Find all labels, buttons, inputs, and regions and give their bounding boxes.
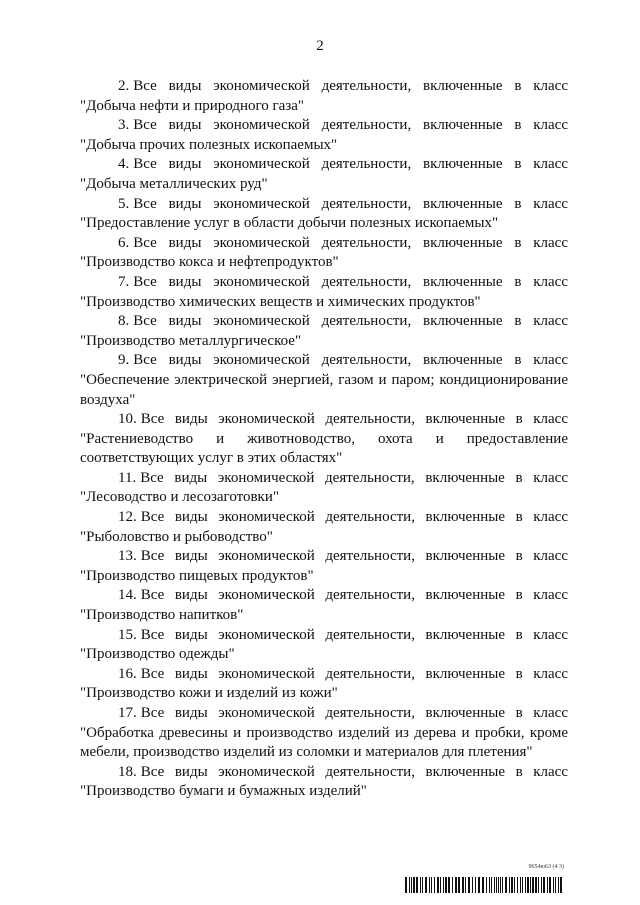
item-lead-text: Все виды экономической деятельности, включенные в класс — [133, 156, 568, 173]
item-lead-text: Все виды экономической деятельности, включенные в класс — [140, 587, 568, 604]
item-class-name: "Добыча металлических руд" — [80, 175, 268, 192]
item-first-line — [80, 665, 568, 685]
item-first-line — [80, 704, 568, 724]
list-item — [80, 116, 568, 155]
item-lead-text: Все виды экономической деятельности, включенные в класс — [140, 469, 568, 486]
item-number: 8. — [118, 313, 130, 330]
item-class-name: "Обеспечение электрической энергией, газом и паром; кондиционирование — [80, 371, 568, 388]
item-class-name: "Добыча прочих полезных ископаемых" — [80, 136, 338, 153]
item-lead-text: Все виды экономической деятельности, включенные в класс — [133, 117, 568, 134]
item-first-line — [80, 626, 568, 646]
list-item — [80, 234, 568, 273]
item-number: 5. — [118, 195, 130, 212]
item-lead-text: Все виды экономической деятельности, включенные в класс — [133, 195, 568, 212]
list-item — [80, 704, 568, 763]
item-first-line — [80, 155, 568, 175]
item-number: 18. — [118, 763, 137, 780]
item-class-name: "Производство пищевых продуктов" — [80, 567, 314, 584]
list-item — [80, 665, 568, 704]
item-class-name: "Производство одежды" — [80, 646, 235, 663]
item-class-name: соответствующих услуг в этих областях" — [80, 450, 343, 467]
item-number: 6. — [118, 234, 130, 251]
item-class-name: "Лесоводство и лесозаготовки" — [80, 489, 279, 506]
item-class-name: воздуха" — [80, 391, 136, 408]
item-lead-text: Все виды экономической деятельности, включенные в класс — [140, 626, 568, 643]
item-class-name: "Производство химических веществ и химических продуктов" — [80, 293, 481, 310]
item-number: 16. — [118, 665, 137, 682]
item-list — [80, 77, 568, 802]
list-item — [80, 273, 568, 312]
barcode-bars — [405, 877, 562, 893]
item-class-name: "Предоставление услуг в области добычи полезных ископаемых" — [80, 215, 499, 232]
item-class-name: "Производство металлургическое" — [80, 332, 302, 349]
item-first-line — [80, 77, 568, 97]
list-item — [80, 155, 568, 194]
item-lead-text: Все виды экономической деятельности, включенные в класс — [133, 234, 568, 251]
item-lead-text: Все виды экономической деятельности, включенные в класс — [133, 313, 568, 330]
item-lead-text: Все виды экономической деятельности, включенные в класс — [140, 548, 568, 565]
item-first-line — [80, 273, 568, 293]
item-number: 4. — [118, 156, 130, 173]
list-item — [80, 77, 568, 116]
item-class-name: "Производство напитков" — [80, 607, 244, 624]
item-class-name: "Обработка древесины и производство изделий из дерева и пробки, кроме — [80, 724, 568, 741]
item-number: 3. — [118, 117, 130, 134]
item-first-line — [80, 312, 568, 332]
list-item — [80, 195, 568, 234]
list-item — [80, 312, 568, 351]
item-number: 17. — [118, 705, 137, 721]
item-class-name: "Производство кожи и изделий из кожи" — [80, 685, 338, 702]
item-class-name: "Производство кокса и нефтепродуктов" — [80, 254, 339, 271]
item-number: 7. — [118, 273, 130, 290]
item-lead-text: Все виды экономической деятельности, включенные в класс — [133, 273, 568, 290]
item-number: 9. — [118, 352, 130, 369]
item-first-line — [80, 234, 568, 254]
item-class-name: "Рыболовство и рыбоводство" — [80, 528, 273, 545]
list-item — [80, 410, 568, 469]
item-first-line — [80, 508, 568, 528]
item-lead-text: Все виды экономической деятельности, включенные в класс — [133, 352, 568, 369]
item-first-line — [80, 116, 568, 136]
item-number: 2. — [118, 78, 130, 94]
item-lead-text: Все виды экономической деятельности, включенные в класс — [140, 509, 568, 526]
item-first-line — [80, 410, 568, 430]
item-number: 10. — [118, 411, 137, 428]
list-item — [80, 547, 568, 586]
list-item — [80, 763, 568, 802]
item-number: 13. — [118, 548, 137, 565]
list-item — [80, 351, 568, 410]
list-item — [80, 469, 568, 508]
item-first-line — [80, 586, 568, 606]
item-lead-text: Все виды экономической деятельности, включенные в класс — [140, 665, 568, 682]
list-item — [80, 586, 568, 625]
item-first-line — [80, 351, 568, 371]
item-number: 11. — [118, 469, 137, 486]
item-first-line — [80, 195, 568, 215]
item-first-line — [80, 763, 568, 783]
item-class-name: "Растениеводство и животноводство, охота и предоставление — [80, 430, 568, 447]
item-number: 12. — [118, 509, 137, 526]
item-number: 14. — [118, 587, 137, 604]
barcode-icon — [405, 877, 565, 893]
item-class-name: мебели, производство изделий из соломки и материалов для плетения" — [80, 744, 533, 761]
item-first-line — [80, 547, 568, 567]
item-lead-text: Все виды экономической деятельности, включенные в класс — [140, 411, 568, 428]
item-lead-text: Все виды экономической деятельности, включенные в класс — [140, 763, 568, 780]
page-number: 2 — [316, 38, 324, 54]
list-item — [80, 508, 568, 547]
list-item — [80, 626, 568, 665]
item-lead-text: Все виды экономической деятельности, включенные в класс — [140, 705, 568, 721]
item-class-name: "Добыча нефти и природного газа" — [80, 97, 305, 114]
item-first-line — [80, 469, 568, 489]
item-lead-text: Все виды экономической деятельности, включенные в класс — [133, 78, 568, 94]
item-number: 15. — [118, 626, 137, 643]
item-class-name: "Производство бумаги и бумажных изделий" — [80, 783, 367, 800]
document-code: 9654ю63 (4 3) — [528, 864, 564, 870]
